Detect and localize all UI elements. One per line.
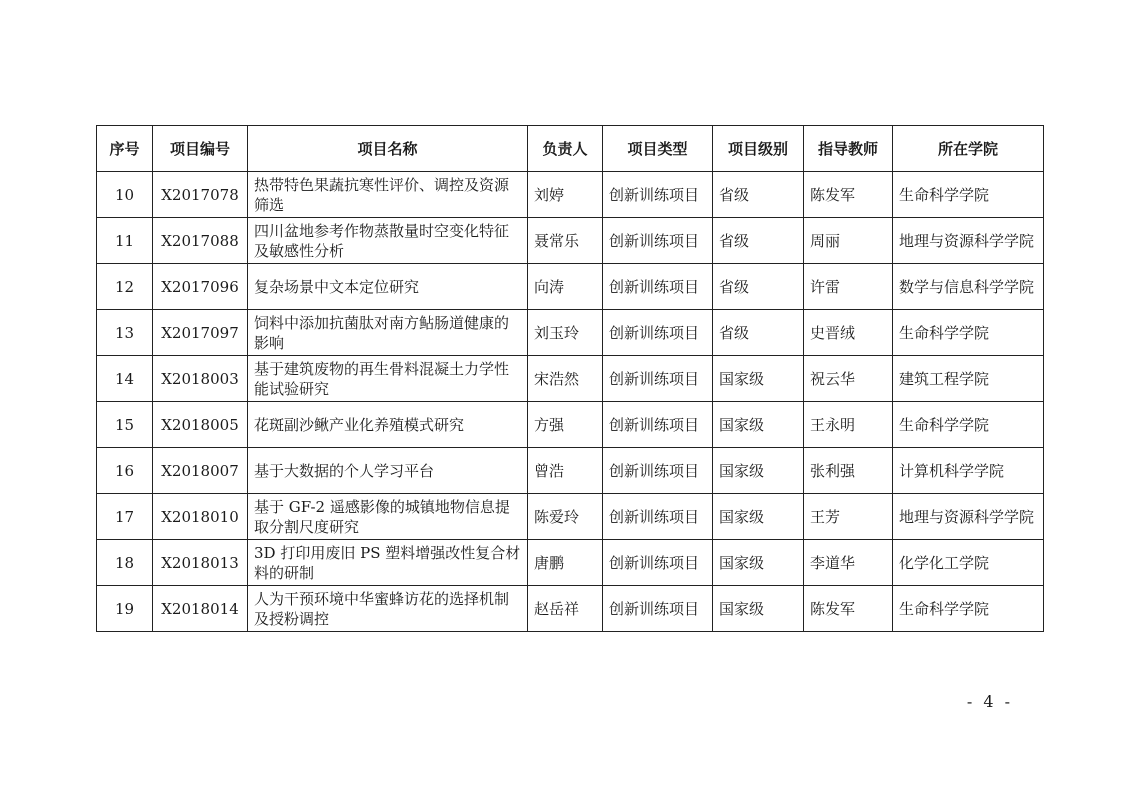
cell-name: 热带特色果蔬抗寒性评价、调控及资源筛选 [248,172,528,218]
cell-advisor: 李道华 [804,540,893,586]
cell-leader: 宋浩然 [528,356,603,402]
header-cell-type: 项目类型 [603,126,713,172]
cell-college: 生命科学学院 [893,586,1044,632]
cell-leader: 唐鹏 [528,540,603,586]
cell-code: X2018010 [153,494,248,540]
cell-code: X2018007 [153,448,248,494]
cell-code: X2018014 [153,586,248,632]
cell-name: 3D 打印用废旧 PS 塑料增强改性复合材料的研制 [248,540,528,586]
cell-no: 12 [97,264,153,310]
cell-no: 16 [97,448,153,494]
header-cell-no: 序号 [97,126,153,172]
header-cell-code: 项目编号 [153,126,248,172]
table-row [97,356,1044,402]
cell-name: 花斑副沙鳅产业化养殖模式研究 [248,402,528,448]
cell-leader: 聂常乐 [528,218,603,264]
cell-advisor: 张利强 [804,448,893,494]
cell-leader: 赵岳祥 [528,586,603,632]
cell-level: 国家级 [713,494,804,540]
cell-college: 生命科学学院 [893,172,1044,218]
table-row [97,448,1044,494]
cell-advisor: 祝云华 [804,356,893,402]
cell-code: X2018005 [153,402,248,448]
cell-code: X2017097 [153,310,248,356]
header-cell-level: 项目级别 [713,126,804,172]
table-row [97,494,1044,540]
cell-level: 国家级 [713,586,804,632]
cell-no: 18 [97,540,153,586]
cell-leader: 曾浩 [528,448,603,494]
cell-college: 计算机科学学院 [893,448,1044,494]
cell-advisor: 陈发军 [804,172,893,218]
cell-no: 15 [97,402,153,448]
cell-no: 11 [97,218,153,264]
cell-college: 地理与资源科学学院 [893,494,1044,540]
cell-advisor: 王芳 [804,494,893,540]
cell-no: 13 [97,310,153,356]
cell-level: 国家级 [713,448,804,494]
cell-type: 创新训练项目 [603,218,713,264]
cell-name: 人为干预环境中华蜜蜂访花的选择机制及授粉调控 [248,586,528,632]
cell-no: 19 [97,586,153,632]
header-cell-name: 项目名称 [248,126,528,172]
cell-name: 基于 GF-2 遥感影像的城镇地物信息提取分割尺度研究 [248,494,528,540]
cell-advisor: 周丽 [804,218,893,264]
cell-college: 生命科学学院 [893,310,1044,356]
cell-type: 创新训练项目 [603,586,713,632]
cell-type: 创新训练项目 [603,494,713,540]
cell-code: X2017096 [153,264,248,310]
header-cell-advisor: 指导教师 [804,126,893,172]
cell-type: 创新训练项目 [603,172,713,218]
cell-code: X2017078 [153,172,248,218]
cell-leader: 向涛 [528,264,603,310]
table-row [97,540,1044,586]
cell-advisor: 史晋绒 [804,310,893,356]
cell-advisor: 陈发军 [804,586,893,632]
header-cell-college: 所在学院 [893,126,1044,172]
cell-level: 省级 [713,310,804,356]
cell-no: 10 [97,172,153,218]
cell-name: 基于大数据的个人学习平台 [248,448,528,494]
cell-level: 国家级 [713,540,804,586]
cell-leader: 陈爱玲 [528,494,603,540]
cell-level: 国家级 [713,356,804,402]
cell-name: 复杂场景中文本定位研究 [248,264,528,310]
project-table [96,125,1044,632]
cell-no: 14 [97,356,153,402]
cell-college: 地理与资源科学学院 [893,218,1044,264]
cell-code: X2018013 [153,540,248,586]
table-row [97,218,1044,264]
table-header-row [97,126,1044,172]
cell-college: 化学化工学院 [893,540,1044,586]
cell-type: 创新训练项目 [603,402,713,448]
cell-advisor: 王永明 [804,402,893,448]
cell-leader: 刘玉玲 [528,310,603,356]
cell-type: 创新训练项目 [603,448,713,494]
cell-type: 创新训练项目 [603,264,713,310]
cell-type: 创新训练项目 [603,310,713,356]
cell-name: 基于建筑废物的再生骨料混凝土力学性能试验研究 [248,356,528,402]
cell-advisor: 许雷 [804,264,893,310]
table-row [97,310,1044,356]
cell-no: 17 [97,494,153,540]
cell-type: 创新训练项目 [603,356,713,402]
cell-level: 省级 [713,218,804,264]
table-row [97,402,1044,448]
cell-name: 四川盆地参考作物蒸散量时空变化特征及敏感性分析 [248,218,528,264]
cell-college: 数学与信息科学学院 [893,264,1044,310]
cell-level: 国家级 [713,402,804,448]
cell-name: 饲料中添加抗菌肽对南方鲇肠道健康的影响 [248,310,528,356]
header-cell-leader: 负责人 [528,126,603,172]
cell-level: 省级 [713,172,804,218]
table-row [97,172,1044,218]
cell-type: 创新训练项目 [603,540,713,586]
table-row [97,586,1044,632]
cell-level: 省级 [713,264,804,310]
cell-code: X2017088 [153,218,248,264]
cell-leader: 刘婷 [528,172,603,218]
cell-college: 生命科学学院 [893,402,1044,448]
cell-code: X2018003 [153,356,248,402]
cell-college: 建筑工程学院 [893,356,1044,402]
table-row [97,264,1044,310]
cell-leader: 方强 [528,402,603,448]
page-number: - 4 - [966,692,1014,711]
